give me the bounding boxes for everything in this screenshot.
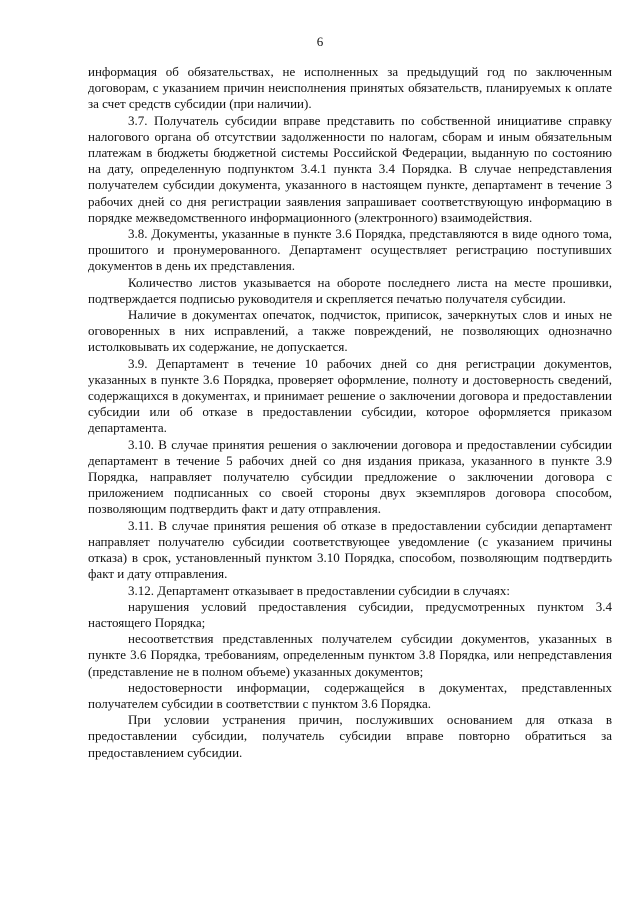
list-item: нарушения условий предоставления субсидии, предусмотренных пунктом 3.4 настоящего Порядка; (88, 598, 612, 630)
paragraph-3-7: 3.7. Получатель субсидии вправе представить по собственной инициативе справку налогового органа об отсутствии задолженности по налогам, сборам и иным обязательным платежам в бюджеты бюджетной системы Российской Федерации, выданную по состоянию на дату, определенную подпунктом 3.4.1 пункта 3.4 Порядка. В случае непредставления получателем субсидии документа, указанного в настоящем пункте, департамент в течение 3 рабочих дней со дня регистрации заявления запрашивает соответствующую информацию в порядке межведомственного информационного (электронного) взаимодействия. (88, 112, 612, 225)
paragraph: При условии устранения причин, послуживших основанием для отказа в предоставлении субсидии, получатель субсидии вправе повторно обратиться за предоставлением субсидии. (88, 712, 612, 760)
paragraph-3-8: 3.8. Документы, указанные в пункте 3.6 Порядка, представляются в виде одного тома, прошитого и пронумерованного. Департамент осуществляет регистрацию поступивших документов в день их представления. (88, 226, 612, 274)
list-item: недостоверности информации, содержащейся в документах, представленных получателем субсидии в соответствии с пунктом 3.6 Порядка. (88, 679, 612, 711)
list-item: несоответствия представленных получателем субсидии документов, указанных в пункте 3.6 Порядка, требованиям, определенным пунктом 3.8 Порядка, или непредставления (представление не в полном объеме) указанных документов; (88, 631, 612, 679)
page-number: 6 (316, 34, 324, 49)
paragraph-3-12: 3.12. Департамент отказывает в предоставлении субсидии в случаях: (128, 582, 511, 598)
paragraph: Наличие в документах опечаток, подчисток, приписок, зачеркнутых слов и иных не оговоренных в них исправлений, а также повреждений, не позволяющих однозначно истолковывать их содержание, не допускается. (88, 307, 612, 355)
document-body (88, 64, 612, 761)
paragraph-3-9: 3.9. Департамент в течение 10 рабочих дней со дня регистрации документов, указанных в пункте 3.6 Порядка, проверяет оформление, полноту и достоверность сведений, содержащихся в документах, и принимает решение о заключении договора и предоставлении субсидии или об отказе в предоставлении субсидии, которое оформляется приказом департамента. (88, 355, 612, 436)
paragraph-3-10: 3.10. В случае принятия решения о заключении договора и предоставлении субсидии департамент в течение 5 рабочих дней со дня издания приказа, указанного в пункте 3.9 Порядка, направляет получателю субсидии предложение о заключении договора с приложением подписанных со своей стороны двух экземпляров договора способом, позволяющим подтвердить факт и дату отправления. (88, 436, 612, 517)
paragraph: Количество листов указывается на обороте последнего листа на месте прошивки, подтверждается подписью руководителя и скрепляется печатью получателя субсидии. (88, 274, 612, 306)
paragraph-3-11: 3.11. В случае принятия решения об отказе в предоставлении субсидии департамент направляет получателю субсидии соответствующее уведомление (с указанием причины отказа) в срок, установленный пунктом 3.10 Порядка, способом, позволяющим подтвердить факт и дату отправления. (88, 517, 612, 582)
paragraph: информация об обязательствах, не исполненных за предыдущий год по заключенным договорам, с указанием причин неисполнения принятых обязательств, планируемых к оплате за счет средств субсидии (при наличии). (88, 64, 612, 112)
